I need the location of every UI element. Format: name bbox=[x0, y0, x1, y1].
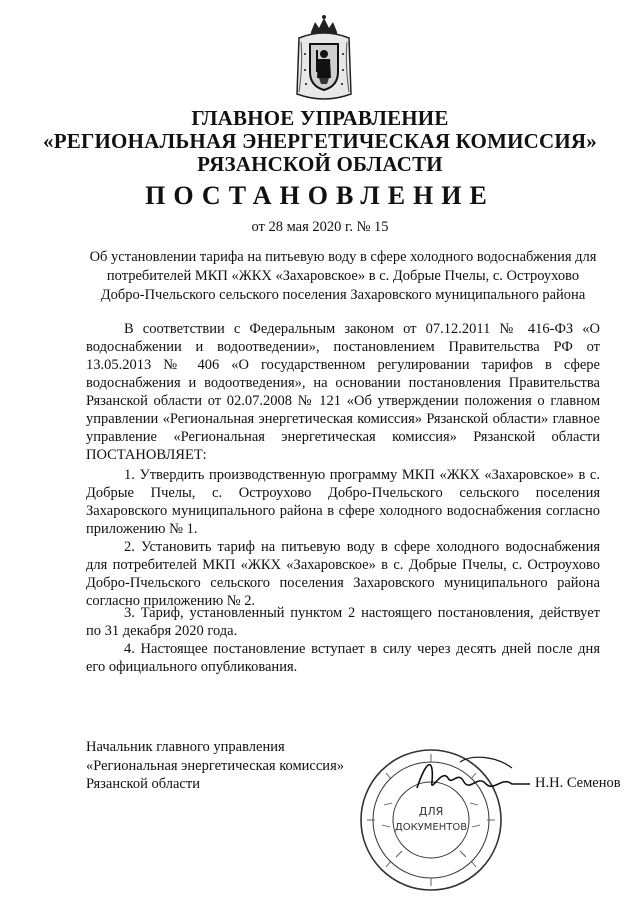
issuer-title-line2: «РЕГИОНАЛЬНАЯ ЭНЕРГЕТИЧЕСКАЯ КОМИССИЯ» bbox=[43, 129, 597, 153]
issuer-title-line1: ГЛАВНОЕ УПРАВЛЕНИЕ bbox=[191, 106, 449, 130]
signatory-block bbox=[86, 738, 344, 794]
handwritten-signature bbox=[412, 748, 532, 808]
document-date-number: от 28 мая 2020 г. № 15 bbox=[251, 219, 389, 235]
stamp-text-line2: ДОКУМЕНТОВ bbox=[394, 822, 468, 833]
signatory-position-line2: «Региональная энергетическая комиссия» bbox=[86, 757, 344, 774]
signatory-name: Н.Н. Семенов bbox=[535, 775, 621, 791]
item-4: 4. Настоящее постановление вступает в силу через десять дней после дня его официального опубликования. bbox=[86, 641, 600, 675]
signatory-position-line3: Рязанской области bbox=[86, 776, 200, 792]
document-subject: Об установлении тарифа на питьевую воду в сфере холодного водоснабжения для потребителей МКП «ЖКХ «Захаровское» в с. Добрые Пчелы, с. Остроухово Добро-Пчельского сельского поселения Захаровского муниципального района bbox=[89, 249, 597, 303]
issuer-title-line3: РЯЗАНСКОЙ ОБЛАСТИ bbox=[197, 152, 443, 176]
item-3: 3. Тариф, установленный пунктом 2 настоящего постановления, действует по 31 декабря 2020 года. bbox=[86, 605, 600, 639]
signatory-position-line1: Начальник главного управления bbox=[86, 739, 285, 755]
item-1: 1. Утвердить производственную программу МКП «ЖКХ «Захаровское» в с. Добрые Пчелы, с. Остроухово Добро-Пчельского сельского поселения Захаровского муниципального района в сфере холодного водоснабжения согласно приложению № 1. bbox=[86, 467, 600, 537]
stamp-text-line1: ДЛЯ bbox=[418, 805, 444, 818]
item-2: 2. Установить тариф на питьевую воду в сфере холодного водоснабжения для потребителей МКП «ЖКХ «Захаровское» в с. Добрые Пчелы, с. Остроухово Добро-Пчельского сельского поселения Захаровского муниципального района согласно приложению № 2. bbox=[86, 539, 600, 609]
document-type-title: ПОСТАНОВЛЕНИЕ bbox=[145, 181, 495, 210]
preamble-paragraph: В соответствии с Федеральным законом от 07.12.2011 № 416-ФЗ «О водоснабжении и водоотведении», постановлением Правительства РФ от 13.05.2013 № 406 «О государственном регулировании тарифов в сфере водоснабжения и водоотведения», на основании постановления Правительства Рязанской области от 02.07.2008 № 121 «Об утверждении положения о главном управлении «Региональная энергетическая комиссия» Рязанской области» главное управление «Региональная энергетическая комиссия» Рязанской области ПОСТАНОВЛЯЕТ: bbox=[86, 321, 600, 463]
coat-of-arms-emblem bbox=[293, 14, 355, 100]
